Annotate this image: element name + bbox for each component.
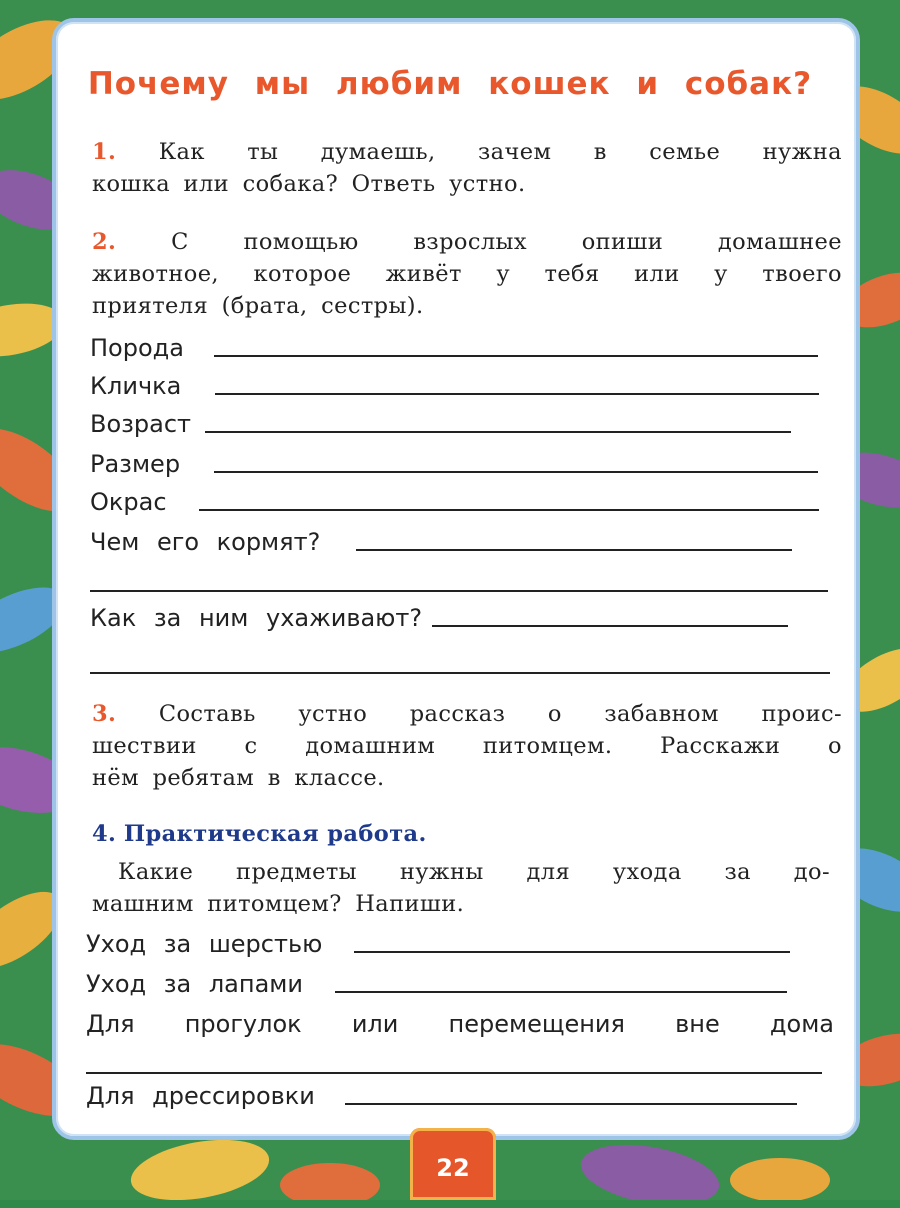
field-training-line[interactable] (345, 1103, 797, 1105)
task-3-line-1: Составь устно рассказ о забавном проис- (158, 701, 842, 727)
field-age-line[interactable] (205, 431, 791, 433)
field-size-line[interactable] (214, 471, 818, 473)
field-feeding-line[interactable] (356, 549, 792, 551)
task-4-number: 4. (92, 821, 117, 847)
field-breed-label: Порода (90, 334, 184, 362)
field-color-label: Окрас (90, 488, 167, 516)
task-1-number: 1. (92, 139, 117, 165)
task-4-text (92, 856, 830, 920)
field-name (90, 372, 819, 400)
field-paw-care-label: Уход за лапами (86, 970, 303, 998)
task-1-line-1: Как ты думаешь, зачем в семье нужна (158, 139, 842, 165)
page-title: Почему мы любим кошек и собак? (87, 66, 813, 102)
field-fur-care-line[interactable] (354, 951, 790, 953)
field-paw-care-line[interactable] (335, 991, 787, 993)
task-2-line-2: животное, которое живёт у тебя или у твоего (92, 261, 842, 287)
field-training (86, 1082, 797, 1110)
task-1 (92, 136, 842, 200)
field-size (90, 450, 818, 478)
field-care-line[interactable] (432, 625, 788, 627)
task-3-number: 3. (92, 701, 117, 727)
field-color-line[interactable] (199, 509, 819, 511)
field-name-line[interactable] (215, 393, 819, 395)
task-2-line-3: приятеля (брата, сестры). (92, 293, 424, 319)
field-feeding-line-2[interactable] (90, 590, 828, 592)
field-size-label: Размер (90, 450, 181, 478)
field-training-label: Для дрессировки (86, 1082, 315, 1110)
field-fur-care (86, 930, 790, 958)
field-breed (90, 334, 818, 362)
field-breed-line[interactable] (214, 355, 818, 357)
field-walks-label: Для прогулок или перемещения вне дома (86, 1010, 834, 1038)
task-4-heading (92, 818, 842, 850)
task-3 (92, 698, 842, 794)
task-2-number: 2. (92, 229, 117, 255)
page-number: 22 (436, 1154, 470, 1182)
page-number-badge (410, 1128, 496, 1200)
task-3-line-3: нём ребятам в классе. (92, 765, 385, 791)
field-age (90, 410, 791, 438)
field-walks-line[interactable] (86, 1072, 822, 1074)
field-walks (86, 1010, 834, 1038)
field-care (90, 604, 788, 632)
task-4-line-2: машним питомцем? Напиши. (92, 891, 465, 917)
field-age-label: Возраст (90, 410, 192, 438)
field-name-label: Кличка (90, 372, 182, 400)
task-3-line-2: шествии с домашним питомцем. Расскажи о (92, 733, 842, 759)
field-feeding-label: Чем его кормят? (90, 528, 321, 556)
task-4-title: Практическая работа. (123, 821, 427, 847)
field-care-line-2[interactable] (90, 672, 830, 674)
field-care-label: Как за ним ухаживают? (90, 604, 423, 632)
task-2 (92, 226, 842, 322)
field-fur-care-label: Уход за шерстью (86, 930, 323, 958)
field-color (90, 488, 819, 516)
field-paw-care (86, 970, 787, 998)
task-4-line-1: Какие предметы нужны для ухода за до- (118, 859, 830, 885)
field-feeding (90, 528, 792, 556)
task-2-line-1: С помощью взрослых опиши домашнее (171, 229, 842, 255)
task-1-line-2: кошка или собака? Ответь устно. (92, 171, 526, 197)
